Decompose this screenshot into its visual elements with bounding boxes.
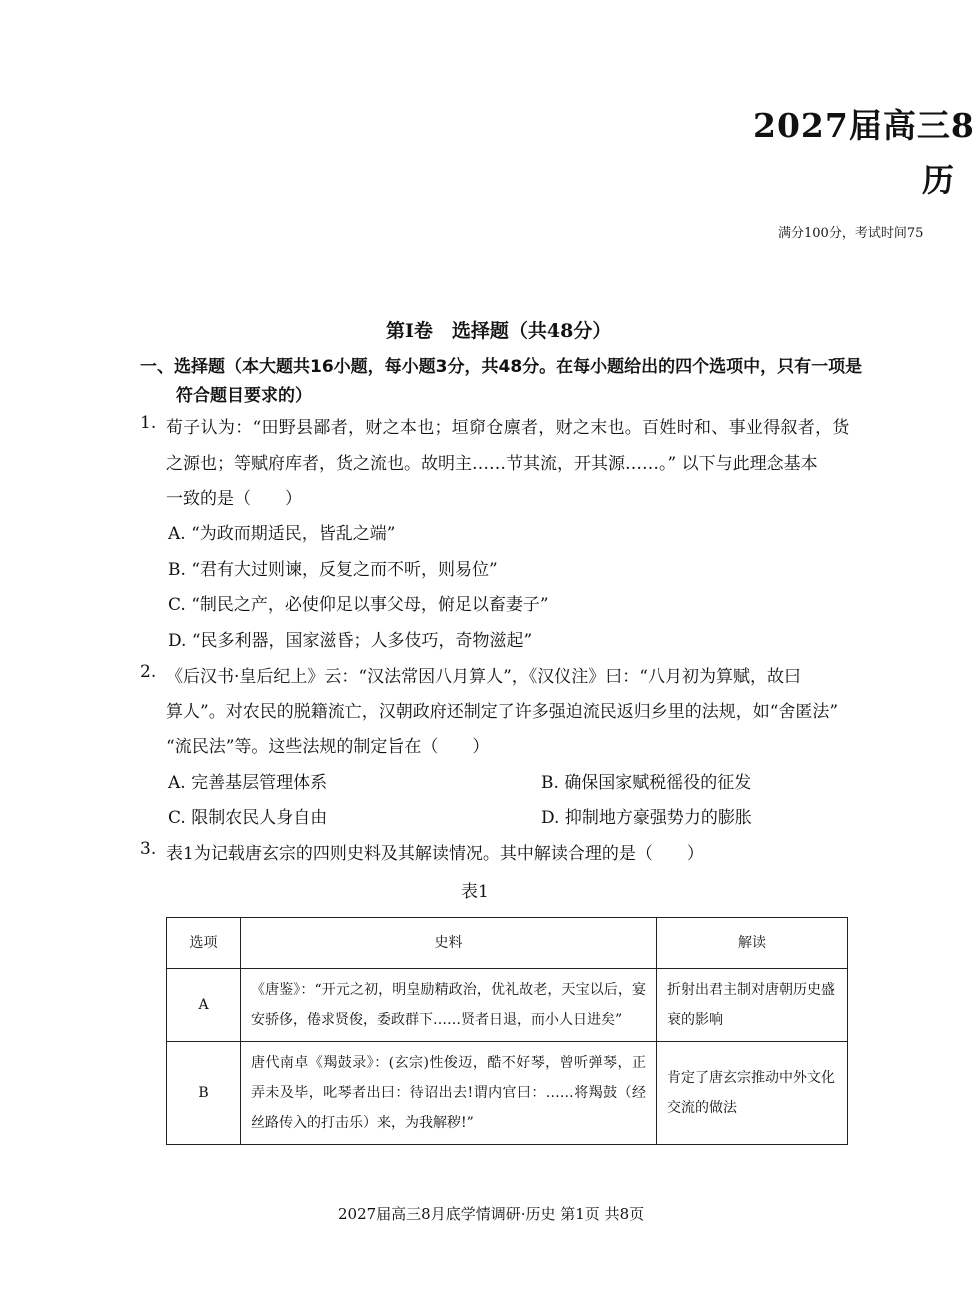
table-header-row [167, 918, 848, 969]
question-1-option-b[interactable] [168, 555, 498, 580]
option-text: 完善基层管理体系 [191, 773, 328, 793]
question-1-stem-line-1: 荀子认为：“田野县鄙者，财之本也；垣窌仓廪者，财之末也。百姓时和、事业得叙者，货 [166, 418, 850, 438]
source-table [166, 917, 848, 1145]
row-source: 唐代南卓《羯鼓录》：(玄宗)性俊迈，酷不好琴，曾听弹琴，正弄未及毕，叱琴者出曰：待诏出去!谓内官曰：……将羯鼓（经丝路传入的打击乐）来，为我解秽!” [241, 1042, 657, 1145]
option-label: C. [168, 808, 186, 828]
question-2-option-d[interactable] [541, 803, 752, 828]
instructions-line-1: 一、选择题（本大题共16小题，每小题3分，共48分。在每小题给出的四个选项中，只有一项是 [140, 357, 863, 377]
option-label: B. [168, 560, 186, 580]
question-2-stem-line-3: “流民法”等。这些法规的制定旨在（ ） [166, 737, 490, 757]
section-title: 第Ⅰ卷 选择题（共48分） [386, 320, 612, 342]
header-reading: 解读 [657, 918, 848, 969]
subject-title: 历 [922, 161, 955, 199]
option-text: 确保国家赋税徭役的征发 [564, 773, 752, 793]
option-label: A. [168, 773, 186, 793]
option-text: 限制农民人身自由 [191, 808, 328, 828]
exam-title: 2027届高三8 [753, 106, 975, 145]
row-reading: 肯定了唐玄宗推动中外文化交流的做法 [657, 1042, 848, 1145]
instructions-line-2: 符合题目要求的） [176, 386, 312, 406]
row-source: 《唐鉴》：“开元之初，明皇励精政治，优礼故老，天宝以后，宴安骄侈，倦求贤俊，委政群下……贤者日退，而小人日进矣” [241, 969, 657, 1042]
page-footer: 2027届高三8月底学情调研·历史 第1页 共8页 [338, 1205, 645, 1223]
header-source: 史料 [241, 918, 657, 969]
option-text: “民多利器，国家滋昏；人多伎巧，奇物滋起” [191, 631, 533, 651]
row-reading: 折射出君主制对唐朝历史盛衰的影响 [657, 969, 848, 1042]
question-1-option-a[interactable] [168, 519, 395, 544]
question-2-option-a[interactable] [168, 768, 327, 793]
exam-meta: 满分100分，考试时间75 [778, 226, 924, 241]
question-1-stem-line-2: 之源也；等赋府库者，货之流也。故明主……节其流，开其源……。” 以下与此理念基本 [166, 454, 818, 474]
question-1-option-d[interactable] [168, 626, 532, 651]
option-text: 抑制地方豪强势力的膨胀 [564, 808, 752, 828]
option-label: A. [168, 524, 186, 544]
option-text: “制民之产，必使仰足以事父母，俯足以畜妻子” [191, 595, 549, 615]
question-1-stem-line-3: 一致的是（ ） [166, 489, 302, 509]
table-row [167, 1042, 848, 1145]
question-2-number: 2. [140, 662, 157, 682]
question-1-option-c[interactable] [168, 590, 549, 615]
header-option: 选项 [167, 918, 241, 969]
question-2-stem-line-1: 《后汉书·皇后纪上》云：“汉法常因八月算人”，《汉仪注》曰：“八月初为算赋，故曰 [166, 667, 801, 687]
question-2-option-c[interactable] [168, 803, 327, 828]
row-option: A [167, 969, 241, 1042]
row-option: B [167, 1042, 241, 1145]
option-label: D. [541, 808, 560, 828]
question-1-number: 1. [140, 413, 157, 433]
option-label: D. [168, 631, 187, 651]
question-3-number: 3. [140, 839, 157, 859]
question-2-stem-line-2: 算人”。对农民的脱籍流亡，汉朝政府还制定了许多强迫流民返归乡里的法规，如“舍匿法” [166, 702, 839, 722]
table-caption: 表1 [461, 882, 489, 902]
table-row [167, 969, 848, 1042]
option-label: C. [168, 595, 186, 615]
question-3-stem-line-1: 表1为记载唐玄宗的四则史料及其解读情况。其中解读合理的是（ ） [166, 844, 704, 864]
option-text: “为政而期适民，皆乱之端” [191, 524, 396, 544]
option-text: “君有大过则谏，反复之而不听，则易位” [191, 560, 498, 580]
question-2-option-b[interactable] [541, 768, 751, 793]
option-label: B. [541, 773, 559, 793]
